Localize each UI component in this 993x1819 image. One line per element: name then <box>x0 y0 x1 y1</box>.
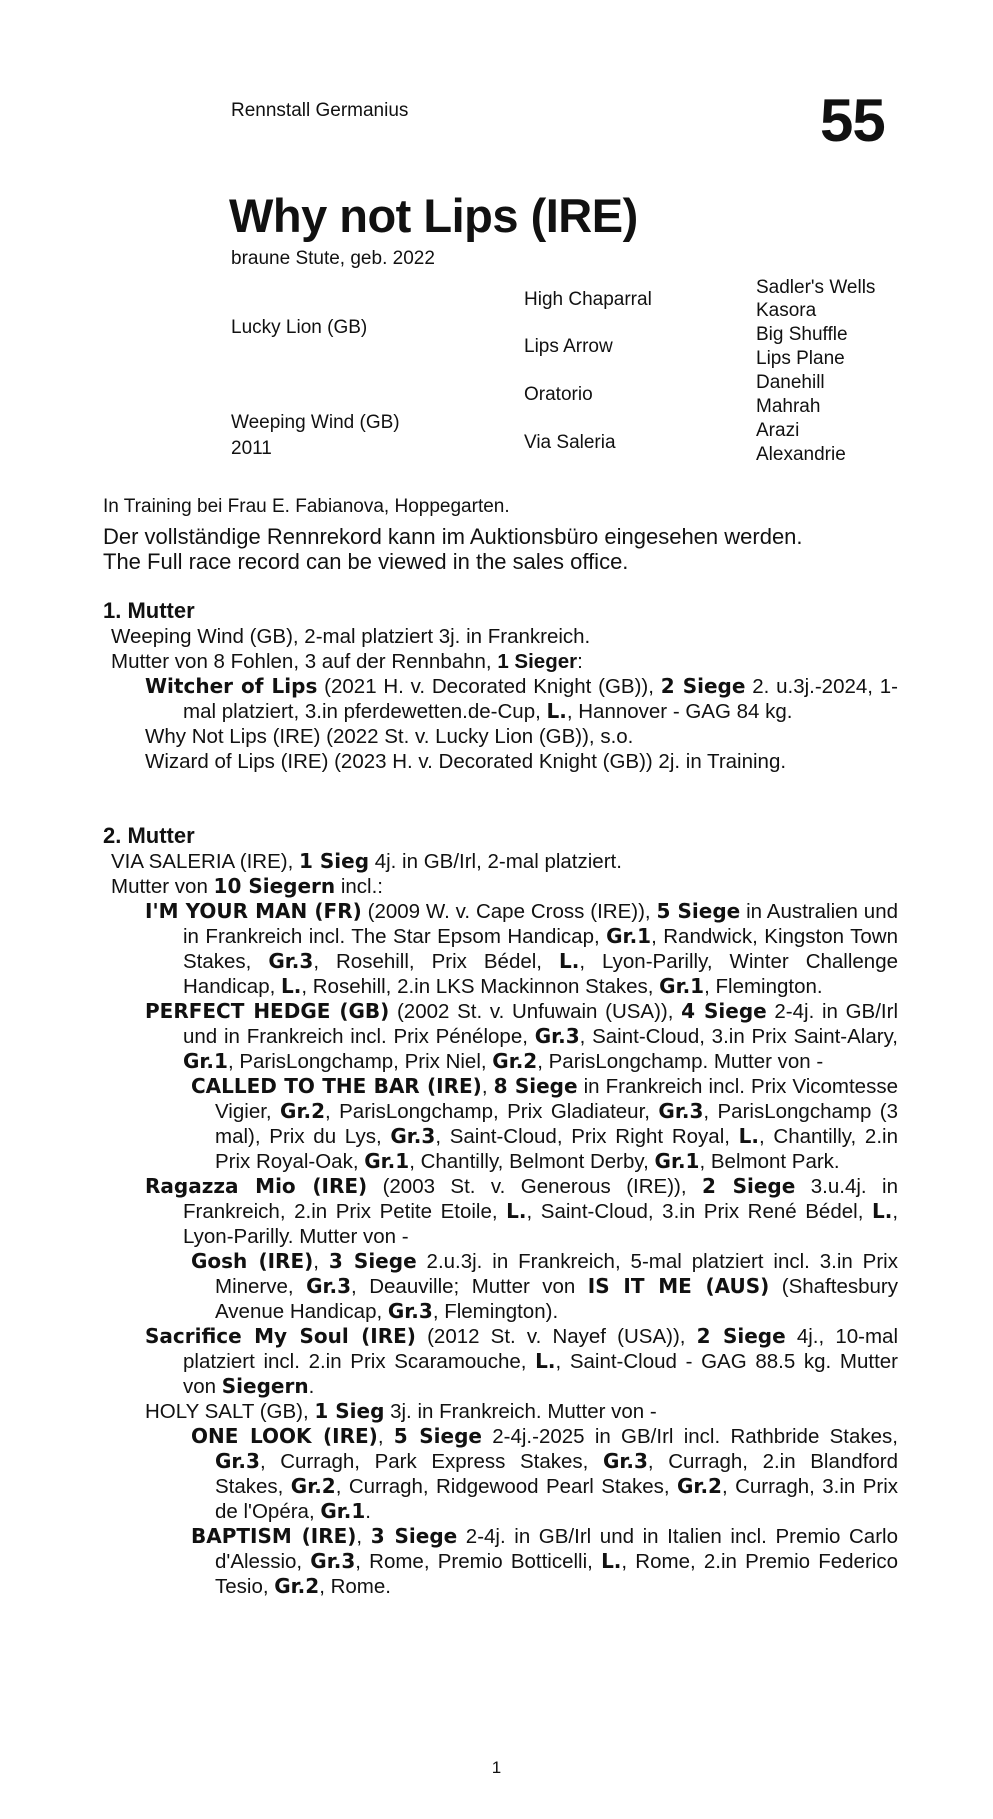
grand-offspring-entry: ONE LOOK (IRE), 5 Siege 2-4j.-2025 in GB/Irl incl. Rathbride Stakes, Gr.3, Curragh, Park Express Stakes, Gr.3, Curragh, 2.in Blandford Stakes, Gr.2, Curragh, Ridgewood Pearl Stakes, Gr.2, Curragh, 3.in Prix de l'Opéra, Gr.1. <box>191 1424 898 1523</box>
great-grandparent: Arazi <box>756 420 800 441</box>
grandparent: Oratorio <box>524 384 593 405</box>
second-dam-title: 2. Mutter <box>103 823 195 848</box>
offspring-entry: HOLY SALT (GB), 1 Sieg 3j. in Frankreich. Mutter von - <box>145 1399 657 1423</box>
horse-name: Why not Lips (IRE) <box>229 189 638 242</box>
first-dam-section <box>103 598 898 774</box>
grandparent: Lips Arrow <box>524 336 613 357</box>
sire: Lucky Lion (GB) <box>231 317 368 338</box>
great-grandparent: Lips Plane <box>756 348 845 369</box>
great-grandparent: Mahrah <box>756 396 821 417</box>
grandparent: Via Saleria <box>524 432 616 453</box>
training-note: In Training bei Frau E. Fabianova, Hoppegarten. <box>103 496 510 517</box>
offspring-entry: Sacrifice My Soul (IRE) (2012 St. v. Nayef (USA)), 2 Siege 4j., 10-mal platziert incl. 2.in Prix Scaramouche, L., Saint-Cloud - GAG 88.5 kg. Mutter von Siegern. <box>145 1324 898 1398</box>
grandparent: High Chaparral <box>524 289 652 310</box>
grand-offspring-entry: Gosh (IRE), 3 Siege 2.u.3j. in Frankreich, 5-mal platziert incl. 3.in Prix Minerve, Gr.3, Deauville; Mutter von IS IT ME (AUS) (Shaftesbury Avenue Handicap, Gr.3, Flemington). <box>191 1249 898 1323</box>
record-note-de: Der vollständige Rennrekord kann im Auktionsbüro eingesehen werden. <box>103 524 803 549</box>
great-grandparent: Danehill <box>756 372 825 393</box>
great-grandparent: Alexandrie <box>756 444 846 465</box>
consignor: Rennstall Germanius <box>231 100 409 121</box>
great-grandparent: Sadler's Wells <box>756 277 876 298</box>
offspring-entry: Wizard of Lips (IRE) (2023 H. v. Decorated Knight (GB)) 2j. in Training. <box>145 750 787 773</box>
first-dam-line: Weeping Wind (GB), 2-mal platziert 3j. in Frankreich. <box>111 625 591 648</box>
offspring-entry: Why Not Lips (IRE) (2022 St. v. Lucky Lion (GB)), s.o. <box>145 725 634 748</box>
offspring-entry: Ragazza Mio (IRE) (2003 St. v. Generous (IRE)), 2 Siege 3.u.4j. in Frankreich, 2.in Prix Petite Etoile, L., Saint-Cloud, 3.in Prix René Bédel, L., Lyon-Parilly. Mutter von - <box>145 1174 899 1248</box>
horse-description: braune Stute, geb. 2022 <box>231 248 435 269</box>
offspring-entry: Witcher of Lips (2021 H. v. Decorated Knight (GB)), 2 Siege 2. u.3j.-2024, 1-mal platziert, 3.in pferdewetten.de-Cup, L., Hannover - GAG 84 kg. <box>145 674 898 723</box>
great-grandparent: Big Shuffle <box>756 324 848 345</box>
lot-number: 55 <box>820 87 885 154</box>
page-number: 1 <box>491 1758 502 1777</box>
first-dam-produce: Mutter von 8 Fohlen, 3 auf der Rennbahn, 1 Sieger: <box>111 650 583 673</box>
dam: Weeping Wind (GB) <box>231 412 400 433</box>
record-note-en: The Full race record can be viewed in the sales office. <box>103 549 629 574</box>
offspring-entry: PERFECT HEDGE (GB) (2002 St. v. Unfuwain (USA)), 4 Siege 2-4j. in GB/Irl und in Frankreich incl. Prix Pénélope, Gr.3, Saint-Cloud, 3.in Prix Saint-Alary, Gr.1, ParisLongchamp, Prix Niel, Gr.2, ParisLongchamp. Mutter von - <box>145 999 899 1073</box>
second-dam-produce: Mutter von 10 Siegern incl.: <box>111 874 384 898</box>
grand-offspring-entry: BAPTISM (IRE), 3 Siege 2-4j. in GB/Irl und in Italien incl. Premio Carlo d'Alessio, Gr.3, Rome, Premio Botticelli, L., Rome, 2.in Premio Federico Tesio, Gr.2, Rome. <box>191 1524 898 1598</box>
first-dam-title: 1. Mutter <box>103 598 195 623</box>
grand-offspring-entry: CALLED TO THE BAR (IRE), 8 Siege in Frankreich incl. Prix Vicomtesse Vigier, Gr.2, ParisLongchamp, Prix Gladiateur, Gr.3, ParisLongchamp (3 mal), Prix du Lys, Gr.3, Saint-Cloud, Prix Right Royal, L., Chantilly, 2.in Prix Royal-Oak, Gr.1, Chantilly, Belmont Derby, Gr.1, Belmont Park. <box>191 1074 899 1173</box>
offspring-entry: I'M YOUR MAN (FR) (2009 W. v. Cape Cross (IRE)), 5 Siege in Australien und in Frankreich incl. The Star Epsom Handicap, Gr.1, Randwick, Kingston Town Stakes, Gr.3, Rosehill, Prix Bédel, L., Lyon-Parilly, Winter Challenge Handicap, L., Rosehill, 2.in LKS Mackinnon Stakes, Gr.1, Flemington. <box>145 899 899 998</box>
second-dam-section <box>103 823 898 1599</box>
second-dam-line: VIA SALERIA (IRE), 1 Sieg 4j. in GB/Irl, 2-mal platziert. <box>111 849 622 873</box>
dam-year: 2011 <box>231 438 272 459</box>
great-grandparent: Kasora <box>756 300 817 321</box>
